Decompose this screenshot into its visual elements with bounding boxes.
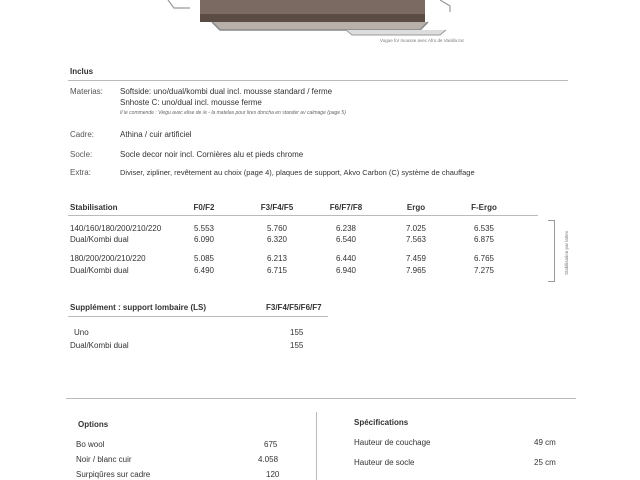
lumbar-row-label: Uno (74, 328, 89, 337)
table-cell: 7.563 (405, 235, 427, 244)
stabilisation-header: Stabilisation (70, 203, 118, 212)
image-caption: Vogue for mousse avec Afro de Vanilla Inc (380, 38, 465, 43)
included-label: Cadre: (70, 130, 95, 139)
specs-title: Spécifications (354, 418, 409, 427)
bottom-box-divider (316, 412, 317, 480)
column-header: F-Ergo (471, 203, 497, 212)
included-value: Snhoste C: uno/dual incl. mousse ferme (120, 98, 262, 107)
bed-illustration (160, 0, 460, 40)
table-cell: 6.715 (266, 266, 288, 275)
column-header: F3/F4/F5 (260, 203, 294, 212)
specs-row-label: Hauteur de couchage (354, 438, 431, 447)
side-bracket (548, 220, 555, 282)
column-header: Ergo (406, 203, 426, 212)
lumbar-header: Supplément : support lombaire (LS) (70, 303, 207, 312)
included-label: Materias: (70, 87, 103, 96)
included-value: Diviser, zipliner, revêtement au choix (page 4), plaques de support, Akvo Carbon (C) système de chauffage (120, 168, 475, 177)
table-cell: 7.459 (405, 254, 427, 263)
table-cell: 6.535 (473, 224, 495, 233)
table-row-label: 140/160/180/200/210/220 (70, 224, 162, 233)
included-title: Inclus (70, 67, 94, 76)
options-row-value: 120 (266, 470, 280, 479)
options-title: Options (78, 420, 109, 429)
lumbar-row-value: 155 (290, 341, 304, 350)
options-row-label: Surpiqûres sur cadre (76, 470, 151, 479)
included-label: Socle: (70, 150, 93, 159)
table-row-label: 180/200/200/210/220 (70, 254, 146, 263)
specs-row-label: Hauteur de socle (354, 458, 415, 467)
table-cell: 6.765 (473, 254, 495, 263)
table-cell: 6.213 (266, 254, 288, 263)
table-cell: 6.440 (335, 254, 357, 263)
lumbar-divider (68, 316, 328, 317)
table-cell: 7.025 (405, 224, 427, 233)
table-cell: 6.090 (193, 235, 215, 244)
specs-row-value: 25 cm (534, 458, 556, 467)
options-row-value: 4.058 (258, 455, 279, 464)
lumbar-column-header: F3/F4/F5/F6/F7 (266, 303, 322, 312)
lumbar-row-value: 155 (290, 328, 304, 337)
options-row-label: Bo wool (76, 440, 105, 449)
table-row-label: Dual/Kombi dual (70, 235, 129, 244)
table-row-label: Dual/Kombi dual (70, 266, 129, 275)
table-cell: 5.553 (193, 224, 215, 233)
included-value: Socle decor noir incl. Cornières alu et pieds chrome (120, 150, 304, 159)
bottom-box-top-border (66, 398, 576, 399)
table-cell: 6.875 (473, 235, 495, 244)
included-value: Athina / cuir artificiel (120, 130, 192, 139)
table-cell: 7.275 (473, 266, 495, 275)
table-cell: 6.540 (335, 235, 357, 244)
table-cell: 6.320 (266, 235, 288, 244)
table-cell: 7.965 (405, 266, 427, 275)
stabilisation-divider (68, 215, 538, 216)
table-cell: 6.490 (193, 266, 215, 275)
column-header: F0/F2 (193, 203, 215, 212)
column-header: F6/F7/F8 (329, 203, 363, 212)
lumbar-row-label: Dual/Kombi dual (70, 341, 129, 350)
included-note: Il le commende : Viegu avec elise de /e - la matelas pour lires doncha en stander av calmage (page 5) (120, 110, 346, 116)
options-row-label: Noir / blanc cuir (76, 455, 132, 464)
included-label: Extra: (70, 168, 91, 177)
options-row-value: 675 (264, 440, 278, 449)
table-cell: 6.940 (335, 266, 357, 275)
table-cell: 6.238 (335, 224, 357, 233)
table-cell: 5.085 (193, 254, 215, 263)
side-note: Stabilisation par lattes (564, 230, 569, 275)
included-divider (68, 80, 568, 81)
table-cell: 5.760 (266, 224, 288, 233)
included-value: Softside: uno/dual/kombi dual incl. mousse standard / ferme (120, 87, 333, 96)
specs-row-value: 49 cm (534, 438, 556, 447)
